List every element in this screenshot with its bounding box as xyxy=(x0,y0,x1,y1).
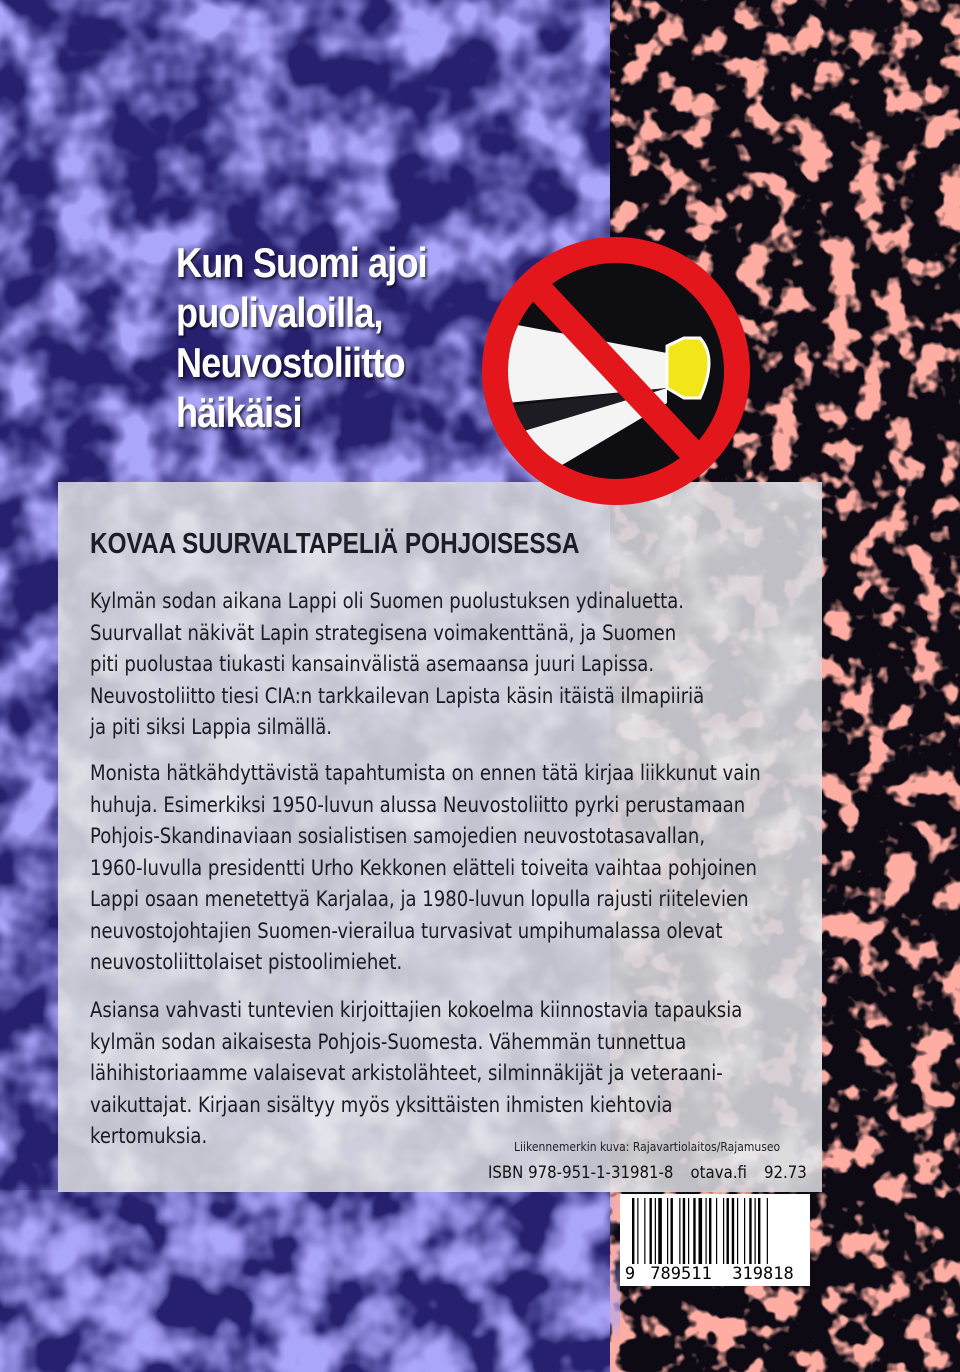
barcode-bar xyxy=(709,1198,711,1264)
barcode-bar xyxy=(644,1198,645,1264)
headline-line-3: Neuvostoliitto xyxy=(176,339,405,386)
barcode-bar xyxy=(716,1198,717,1264)
headline-line-4: häikäisi xyxy=(176,389,302,436)
text-line: kertomuksia. xyxy=(90,1124,208,1148)
barcode-bar xyxy=(749,1198,751,1264)
barcode-bar xyxy=(755,1198,756,1264)
barcode-bar xyxy=(650,1198,652,1264)
barcode-bar xyxy=(727,1198,729,1264)
barcode-bar xyxy=(683,1198,685,1264)
isbn: ISBN 978-951-1-31981-8 xyxy=(488,1163,674,1183)
text-line: Asiansa vahvasti tuntevien kirjoittajien kokoelma kiinnostavia tapauksia xyxy=(90,998,743,1022)
headline xyxy=(176,238,427,438)
barcode-bar xyxy=(723,1198,724,1264)
barcode-bar xyxy=(693,1198,695,1264)
text-line: Pohjois-Skandinaviaan sosialistisen samojedien neuvostotasavallan, xyxy=(90,824,706,848)
publisher-site: otava.fi xyxy=(690,1163,747,1183)
text-line: Suurvallat näkivät Lapin strategisena voimakenttänä, ja Suomen xyxy=(90,620,677,645)
isbn-row xyxy=(488,1163,819,1183)
barcode-bar xyxy=(658,1198,662,1264)
text-line: neuvostojohtajien Suomen-vierailua turvasivat umpihumalassa olevat xyxy=(90,918,723,943)
barcode-bar xyxy=(679,1198,680,1264)
text-line: lähihistoriaamme valaisevat arkistolähteet, silminnäkijät ja veteraani- xyxy=(90,1061,723,1085)
barcode-digit-lead: 9 xyxy=(624,1264,636,1284)
barcode-bar xyxy=(637,1198,638,1264)
barcode-digits xyxy=(620,1264,810,1284)
barcode-bar xyxy=(744,1198,745,1264)
text-line: Neuvostoliitto tiesi CIA:n tarkkailevan Lapista käsin itäistä ilmapiiriä xyxy=(90,683,705,708)
text-line: neuvostoliittolaiset pistoolimiehet. xyxy=(90,950,403,974)
barcode-bar xyxy=(671,1198,673,1264)
headline-line-2: puolivaloilla, xyxy=(176,289,383,336)
text-line: piti puolustaa tiukasti kansainvälistä asemaansa juuri Lapissa. xyxy=(90,652,655,676)
barcode-bar xyxy=(767,1198,768,1264)
barcode-bar xyxy=(699,1198,703,1264)
barcode-bar xyxy=(655,1198,656,1264)
paragraph-2 xyxy=(90,758,790,979)
paragraph-3 xyxy=(90,995,790,1153)
text-line: Lappi osaan menetettyä Karjalaa, ja 1980-luvun lopulla rajusti riitelevien xyxy=(90,887,749,911)
photo-credit: Liikennemerkin kuva: Rajavartiolaitos/Rajamuseo xyxy=(514,1140,781,1154)
section-title: KOVAA SUURVALTAPELIÄ POHJOISESSA xyxy=(90,528,580,560)
barcode-digit-group-1: 789511 xyxy=(650,1264,712,1284)
text-line: vaikuttajat. Kirjaan sisältyy myös yksittäisten ihmisten kiehtovia xyxy=(90,1092,673,1117)
barcode-bar xyxy=(732,1198,734,1264)
text-line: huhuja. Esimerkiksi 1950-luvun alussa Neuvostoliitto pyrki perustamaan xyxy=(90,792,746,817)
barcode-bar xyxy=(737,1198,738,1264)
barcode-bar xyxy=(688,1198,689,1264)
text-line: Monista hätkähdyttävistä tapahtumista on ennen tätä kirjaa liikkunut vain xyxy=(90,761,761,785)
barcode-bar xyxy=(632,1198,634,1264)
no-headlights-sign-icon xyxy=(462,228,770,514)
barcode-bar xyxy=(667,1198,668,1264)
paragraph-1 xyxy=(90,586,790,744)
barcode xyxy=(620,1194,810,1286)
class-code: 92.73 xyxy=(763,1163,807,1183)
barcode-bar xyxy=(758,1198,760,1264)
text-line: Kylmän sodan aikana Lappi oli Suomen puolustuksen ydinaluetta. xyxy=(90,589,685,613)
barcode-bar xyxy=(706,1198,707,1264)
text-line: ja piti siksi Lappia silmällä. xyxy=(90,715,333,739)
barcode-bars xyxy=(632,1198,800,1264)
text-line: kylmän sodan aikaisesta Pohjois-Suomesta. Vähemmän tunnettua xyxy=(90,1029,687,1054)
barcode-digit-group-2: 319818 xyxy=(732,1264,794,1284)
headline-line-1: Kun Suomi ajoi xyxy=(176,239,427,286)
text-line: 1960-luvulla presidentti Urho Kekkonen elätteli toiveita vaihtaa pohjoinen xyxy=(90,855,757,880)
